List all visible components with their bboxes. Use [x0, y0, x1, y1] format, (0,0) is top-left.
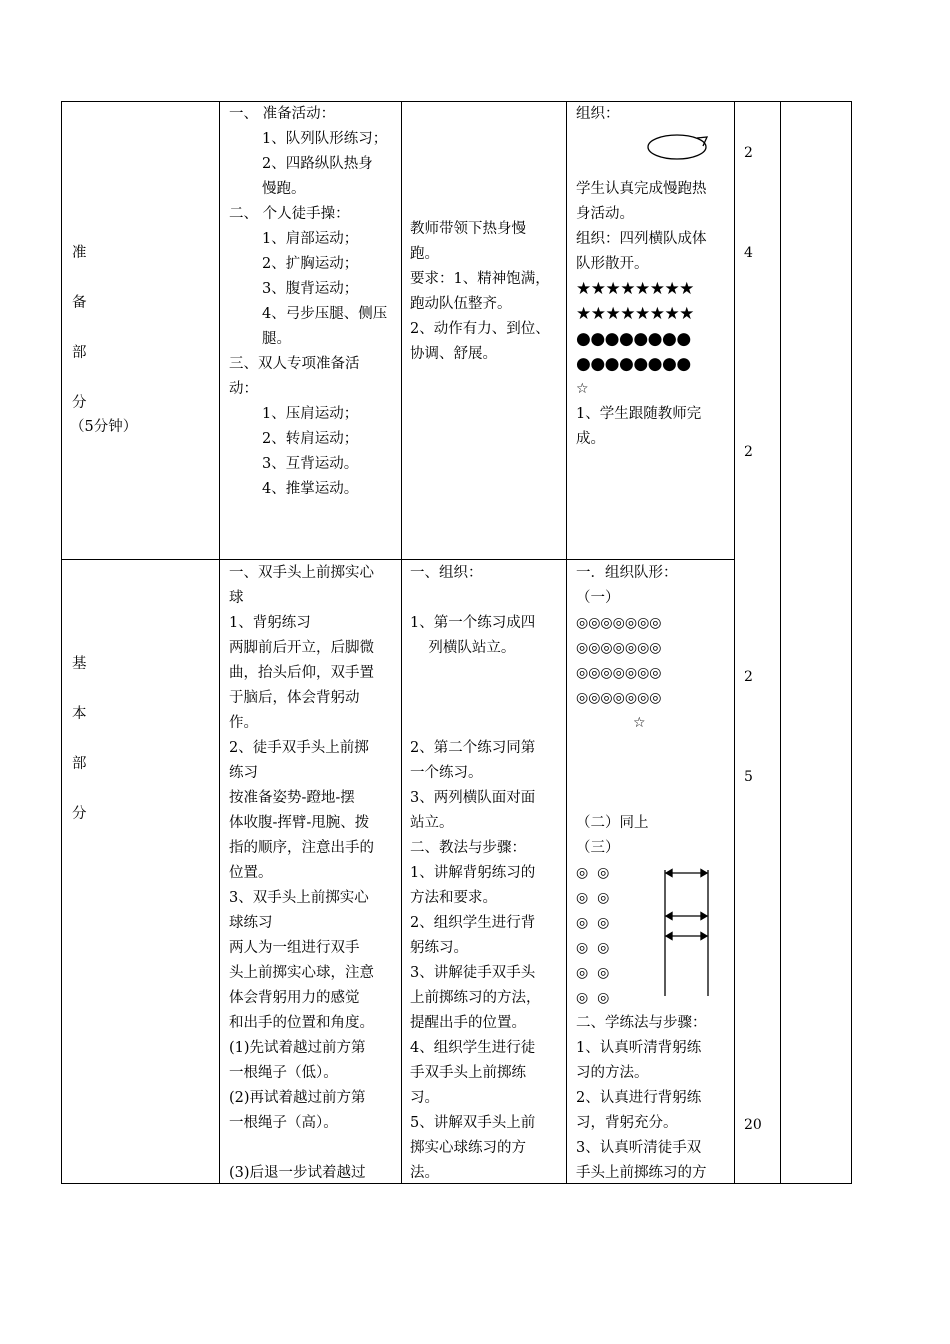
basic-section-label	[72, 652, 92, 826]
content-line: 三、双人专项准备活	[229, 356, 360, 372]
circle-formation-row: ◎◎◎◎◎◎◎	[576, 665, 662, 681]
student-line: 队形散开。	[576, 256, 649, 272]
section-char: 分	[72, 806, 87, 822]
basic-teacher-a	[410, 561, 535, 661]
prep-teacher	[410, 217, 550, 367]
content-line: 体收腹-挥臂-甩腕、拨	[229, 815, 370, 831]
content-line: 位置。	[229, 865, 273, 881]
content-line: 球	[229, 590, 244, 606]
content-line: 2、扩胸运动；	[262, 256, 359, 272]
prep-content	[229, 102, 387, 502]
circle-pair-row: ◎ ◎	[576, 965, 610, 981]
teacher-line	[410, 586, 535, 611]
teacher-line: 5、讲解双手头上前	[410, 1115, 536, 1131]
teacher-line: 习。	[410, 1090, 439, 1106]
teacher-line: 2、组织学生进行背	[410, 915, 536, 931]
content-line: 体会背躬用力的感觉	[229, 990, 360, 1006]
teacher-line: 一个练习。	[410, 765, 483, 781]
student-line: 1、学生跟随教师完	[576, 406, 702, 422]
content-line: 4、弓步压腿、侧压	[262, 306, 388, 322]
content-line: 一、 准备活动：	[229, 106, 336, 122]
section-char: 基	[72, 656, 87, 672]
content-line: 3、互背运动。	[262, 456, 359, 472]
prep-org-label: 组织：	[576, 106, 620, 122]
content-line: 练习	[229, 765, 258, 781]
stars-formation-row: ★★★★★★★★	[576, 279, 694, 299]
teacher-line: 法。	[410, 1165, 439, 1181]
circle-formation-row: ◎◎◎◎◎◎◎	[576, 690, 662, 706]
basic-time: 20	[744, 1117, 762, 1133]
teacher-line: 手双手头上前掷练	[410, 1065, 526, 1081]
student-line: 手头上前掷练习的方	[576, 1165, 707, 1181]
content-line: 于脑后，体会背躬动	[229, 690, 360, 706]
basic-time: 5	[744, 769, 753, 785]
content-line: 1、压肩运动；	[262, 406, 359, 422]
content-line: 曲，抬头后仰，双手置	[229, 665, 374, 681]
teacher-line: 4、组织学生进行徒	[410, 1040, 536, 1056]
teacher-line: 教师带领下热身慢	[410, 221, 526, 237]
prep-student-a	[576, 177, 707, 452]
section-char: 部	[72, 756, 87, 772]
content-line: 指的顺序，注意出手的	[229, 840, 374, 856]
stars-formation-row: ★★★★★★★★	[576, 304, 694, 324]
circle-formation-row: ◎◎◎◎◎◎◎	[576, 640, 662, 656]
basic-time: 2	[744, 669, 753, 685]
teacher-line: 2、第二个练习同第	[410, 740, 536, 756]
circle-pair-row: ◎ ◎	[576, 865, 610, 881]
org-subtitle: （三）	[576, 840, 620, 856]
content-line: 两脚前后开立，后脚微	[229, 640, 374, 656]
student-line: 2、认真进行背躬练	[576, 1090, 702, 1106]
content-line: 2、徒手双手头上前掷	[229, 740, 369, 756]
teacher-line: 掷实心球练习的方	[410, 1140, 526, 1156]
content-line: (3)后退一步试着越过	[229, 1165, 366, 1181]
dots-formation-row: ●●●●●●●●	[576, 354, 691, 374]
content-line: (2)再试着越过前方第	[229, 1090, 366, 1106]
content-line: 一根绳子（高）。	[229, 1115, 338, 1131]
content-line: 3、双手头上前掷实心	[229, 890, 369, 906]
teacher-line: 2、动作有力、到位、	[410, 321, 550, 337]
teacher-line: 跑。	[410, 246, 439, 262]
teacher-line: 3、两列横队面对面	[410, 790, 536, 806]
student-line: 二、学练法与步骤：	[576, 1015, 707, 1031]
student-line: 成。	[576, 431, 605, 447]
student-line: 组织：四列横队成体	[576, 231, 707, 247]
content-line: 动：	[229, 381, 258, 397]
content-line: 一根绳子（低）。	[229, 1065, 338, 1081]
circle-pair-row: ◎ ◎	[576, 940, 610, 956]
teacher-line: 1、讲解背躬练习的	[410, 865, 536, 881]
circle-pair-row: ◎ ◎	[576, 890, 610, 906]
prep-time: 2	[744, 145, 753, 161]
section-char: 准	[72, 245, 87, 261]
teacher-line: 躬练习。	[410, 940, 468, 956]
content-line: 慢跑。	[262, 181, 306, 197]
circle-pair-row: ◎ ◎	[576, 990, 610, 1006]
prep-section-label	[72, 241, 92, 415]
content-line: (1)先试着越过前方第	[229, 1040, 366, 1056]
content-line: 按准备姿势-蹬地-摆	[229, 790, 355, 806]
teacher-star-icon: ☆	[576, 381, 589, 397]
content-line: 2、转肩运动；	[262, 431, 359, 447]
student-line: 学生认真完成慢跑热	[576, 181, 707, 197]
teacher-line: 二、教法与步骤：	[410, 840, 526, 856]
prep-duration: （5分钟）	[70, 419, 138, 435]
content-line: 1、肩部运动；	[262, 231, 359, 247]
content-line: 作。	[229, 715, 258, 731]
section-char: 备	[72, 295, 87, 311]
student-line: 习，背躬充分。	[576, 1115, 678, 1131]
content-line: 头上前掷实心球，注意	[229, 965, 374, 981]
student-line: 习的方法。	[576, 1065, 649, 1081]
circle-formation-row: ◎◎◎◎◎◎◎	[576, 615, 662, 631]
basic-org-b	[576, 811, 707, 1186]
org-title: 一．组织队形：	[576, 565, 678, 581]
teacher-star-icon: ☆	[633, 715, 646, 731]
content-line: 两人为一组进行双手	[229, 940, 360, 956]
teacher-line: 列横队站立。	[410, 640, 516, 656]
basic-teacher-b	[410, 736, 541, 1186]
section-char: 部	[72, 345, 87, 361]
content-line: 3、腹背运动；	[262, 281, 359, 297]
teacher-line: 一、组织：	[410, 565, 483, 581]
teacher-line: 站立。	[410, 815, 454, 831]
teacher-line: 跑动队伍整齐。	[410, 296, 512, 312]
org-subtitle: （一）	[576, 590, 620, 606]
content-line: 1、队列队形练习；	[262, 131, 388, 147]
circle-pair-row: ◎ ◎	[576, 915, 610, 931]
org-subtitle: （二）同上	[576, 815, 649, 831]
section-char: 本	[72, 706, 87, 722]
track-oval-diagram	[648, 135, 707, 159]
teacher-line: 3、讲解徒手双手头	[410, 965, 536, 981]
basic-content	[229, 561, 374, 1186]
content-line: 和出手的位置和角度。	[229, 1015, 374, 1031]
student-line: 身活动。	[576, 206, 634, 222]
content-line: 二、 个人徒手操：	[229, 206, 350, 222]
content-line	[229, 1136, 374, 1161]
teacher-line: 要求：1、精神饱满，	[410, 271, 550, 287]
content-line: 一、双手头上前掷实心	[229, 565, 374, 581]
student-line: 3、认真听清徒手双	[576, 1140, 702, 1156]
teacher-line: 方法和要求。	[410, 890, 497, 906]
teacher-line: 提醒出手的位置。	[410, 1015, 526, 1031]
dots-formation-row: ●●●●●●●●	[576, 329, 691, 349]
section-char: 分	[72, 395, 87, 411]
prep-time: 2	[744, 444, 753, 460]
teacher-line: 1、第一个练习成四	[410, 615, 536, 631]
content-line: 2、四路纵队热身	[262, 156, 373, 172]
teacher-line: 协调、舒展。	[410, 346, 497, 362]
content-line: 4、推掌运动。	[262, 481, 359, 497]
content-line: 腿。	[262, 331, 291, 347]
basic-org-a	[576, 561, 678, 736]
content-line: 1、背躬练习	[229, 615, 311, 631]
prep-time: 4	[744, 245, 753, 261]
teacher-line: 上前掷练习的方法，	[410, 990, 541, 1006]
content-line: 球练习	[229, 915, 273, 931]
student-line: 1、认真听清背躬练	[576, 1040, 702, 1056]
